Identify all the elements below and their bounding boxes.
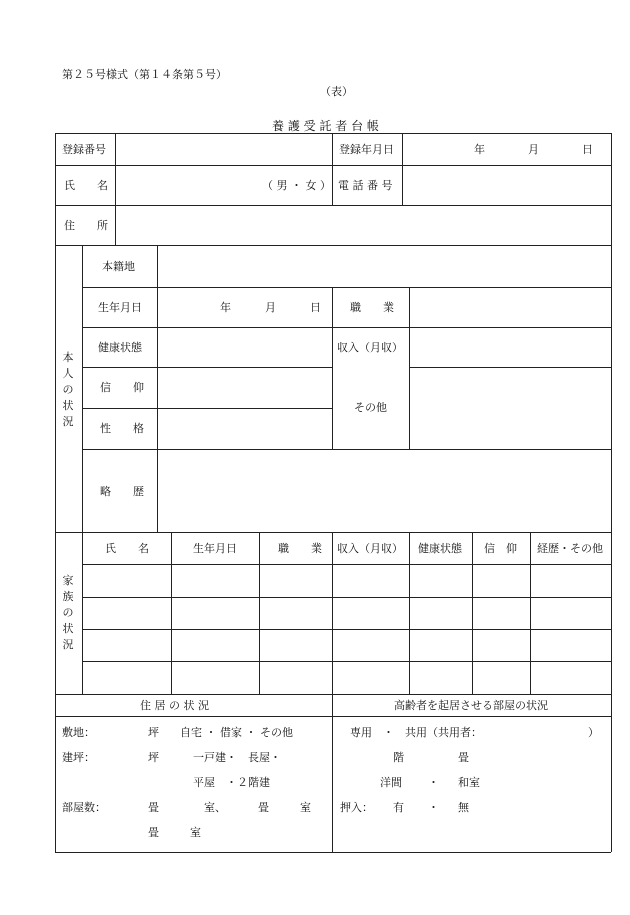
room-usage: 専用 ・ 共用（共用者： (350, 726, 482, 739)
reg-date-label: 登録年月日 (339, 143, 394, 156)
reg-day: 日 (582, 143, 593, 156)
history-label: 略 歴 (100, 485, 144, 498)
faith-label: 信 仰 (100, 381, 144, 394)
form-number: 第２５号様式（第１４条第５号） (62, 68, 227, 81)
phone-label: 電 話 番 号 (338, 179, 393, 192)
family-col-history: 経歴・その他 (537, 542, 603, 555)
personality-label: 性 格 (100, 422, 144, 435)
family-col-occupation: 職 業 (278, 542, 322, 555)
name-label: 氏 名 (64, 179, 108, 192)
birth-year: 年 (220, 301, 231, 314)
birth-day: 日 (310, 301, 321, 314)
closet-label: 押入： (340, 801, 373, 814)
room-jo: 畳 (458, 751, 469, 764)
occupation-label: 職 業 (350, 301, 394, 314)
room-western: 洋間 (380, 776, 402, 789)
reg-year: 年 (474, 143, 485, 156)
ownership-options: 自宅 ・ 借家 ・ その他 (180, 726, 293, 739)
family-col-health: 健康状態 (418, 542, 462, 555)
rooms-label: 部屋数： (62, 801, 106, 814)
family-col-birth: 生年月日 (193, 542, 237, 555)
closet-yes: 有 (393, 801, 404, 814)
birth-month: 月 (265, 301, 276, 314)
rooms-jo-1: 畳 (148, 801, 159, 814)
room-japanese: 和室 (458, 776, 480, 789)
domicile-label: 本籍地 (102, 260, 135, 273)
room-floor: 階 (393, 751, 404, 764)
family-col-income: 収入（月収） (337, 542, 403, 555)
house-type-2: 平屋 ・２階建 (193, 776, 270, 789)
floor-tsubo: 坪 (148, 751, 159, 764)
house-type-1: 一戸建・ 長屋・ (193, 751, 281, 764)
side-label: （表） (320, 85, 353, 98)
closet-no: 無 (458, 801, 469, 814)
rooms-jo-3: 畳 (148, 826, 159, 839)
rooms-shitsu-3: 室 (190, 826, 201, 839)
reg-month: 月 (528, 143, 539, 156)
address-label: 住 所 (64, 219, 108, 232)
housing-left-header: 住 居 の 状 況 (140, 699, 209, 712)
family-col-name: 氏 名 (105, 542, 149, 555)
site-label: 敷地： (62, 726, 95, 739)
room-dot: ・ (428, 776, 439, 789)
rooms-jo-2: 畳 (258, 801, 269, 814)
person-section-label: 本人の状況 (62, 351, 74, 428)
health-label: 健康状態 (98, 341, 142, 354)
floor-area-label: 建坪： (62, 751, 95, 764)
reg-no-label: 登録番号 (62, 143, 106, 156)
family-col-faith: 信 仰 (484, 542, 517, 555)
housing-right-header: 高齢者を起居させる部屋の状況 (394, 699, 548, 712)
birth-date-label: 生年月日 (98, 301, 142, 314)
rooms-shitsu-1: 室、 (204, 801, 226, 814)
room-usage-close: ） (588, 726, 599, 739)
closet-dot: ・ (428, 801, 439, 814)
rooms-shitsu-2: 室 (300, 801, 311, 814)
sex-choice: （ 男 ・ 女 ） (262, 179, 331, 192)
site-tsubo: 坪 (148, 726, 159, 739)
other-label: その他 (354, 401, 387, 414)
income-label: 収入（月収） (337, 341, 403, 354)
family-section-label: 家族の状況 (62, 574, 74, 651)
document-title: 養 護 受 託 者 台 帳 (272, 119, 379, 133)
